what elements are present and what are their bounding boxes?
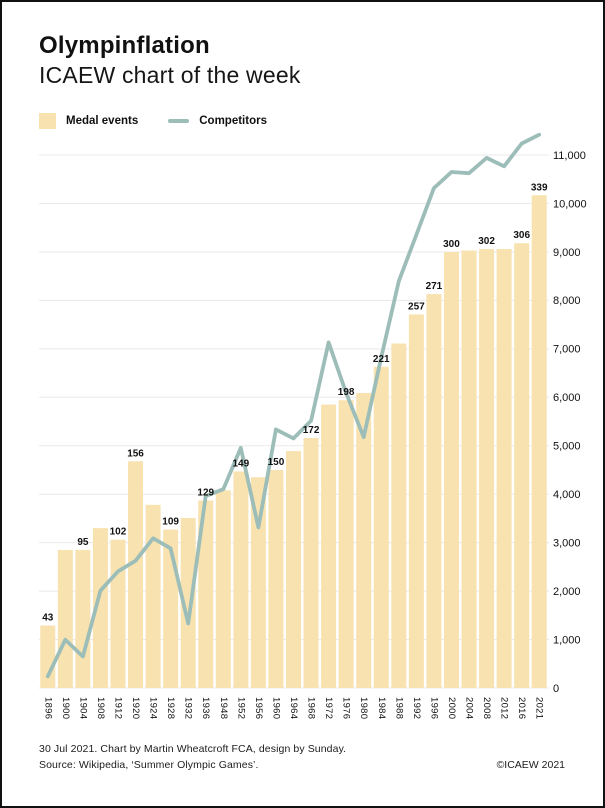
bar-label-2008: 302 — [478, 236, 495, 248]
bar-1912 — [110, 540, 125, 688]
bar-label-1928: 109 — [162, 516, 179, 528]
bar-1984 — [374, 367, 389, 688]
x-label-1936: 1936 — [200, 697, 212, 720]
x-label-2008: 2008 — [481, 697, 493, 720]
x-label-1908: 1908 — [94, 697, 106, 720]
bar-label-2021: 339 — [530, 182, 548, 194]
bar-1960 — [268, 470, 283, 688]
bar-1996 — [426, 294, 441, 688]
bar-label-1904: 95 — [77, 536, 89, 548]
bar-1924 — [146, 505, 161, 688]
x-label-1896: 1896 — [42, 697, 54, 720]
x-label-1920: 1920 — [130, 697, 142, 720]
x-label-1928: 1928 — [165, 697, 177, 720]
right-axis-tick-label: 10,000 — [553, 198, 587, 211]
bar-1896 — [40, 625, 55, 688]
right-axis-tick-label: 3,000 — [553, 537, 581, 550]
bar-2012 — [497, 249, 512, 688]
x-label-2012: 2012 — [498, 697, 510, 720]
footer-credit: 30 Jul 2021. Chart by Martin Wheatcroft FCA, design by Sunday. — [39, 743, 347, 755]
bar-1952 — [233, 471, 248, 688]
x-label-2021: 2021 — [533, 697, 545, 720]
x-label-1980: 1980 — [358, 697, 370, 720]
page-title: Olympinflation — [39, 32, 210, 59]
bar-1900 — [58, 550, 73, 688]
bar-label-1984: 221 — [372, 353, 390, 365]
x-label-2016: 2016 — [516, 697, 528, 720]
page-subtitle: ICAEW chart of the week — [39, 62, 301, 88]
x-label-2004: 2004 — [463, 697, 475, 720]
right-axis-tick-label: 8,000 — [553, 295, 581, 308]
bar-label-1996: 271 — [425, 281, 443, 293]
bar-2021 — [532, 195, 547, 688]
bar-label-1992: 257 — [408, 301, 425, 313]
x-label-1932: 1932 — [182, 697, 194, 720]
x-label-1952: 1952 — [235, 697, 247, 720]
right-axis-tick-label: 2,000 — [553, 585, 581, 598]
bar-label-1896: 43 — [42, 612, 54, 624]
right-axis-tick-label: 11,000 — [553, 149, 586, 162]
bar-label-1976: 198 — [337, 387, 355, 399]
right-axis-tick-label: 0 — [553, 682, 560, 695]
x-label-1960: 1960 — [270, 697, 282, 720]
x-label-1984: 1984 — [375, 697, 387, 720]
olympics-combo-chart — [2, 122, 605, 740]
bar-2000 — [444, 252, 459, 688]
x-axis-year-labels — [42, 697, 544, 719]
bar-1972 — [321, 405, 336, 688]
bar-label-2000: 300 — [443, 238, 460, 250]
bar-1904 — [75, 550, 90, 688]
x-label-1924: 1924 — [147, 697, 159, 720]
bar-1964 — [286, 451, 301, 688]
x-label-1988: 1988 — [393, 697, 405, 720]
bar-2016 — [514, 243, 529, 688]
bar-1976 — [339, 400, 354, 688]
right-axis-tick-label: 7,000 — [553, 343, 581, 356]
x-label-1900: 1900 — [59, 697, 71, 720]
x-label-1964: 1964 — [288, 697, 299, 720]
bar-label-1920: 156 — [127, 448, 144, 460]
x-label-2000: 2000 — [445, 697, 457, 720]
bar-1968 — [304, 438, 319, 688]
x-label-1976: 1976 — [340, 697, 352, 720]
right-axis-tick-label: 4,000 — [553, 489, 581, 501]
right-axis-tick-label: 1,000 — [553, 634, 581, 647]
footer-copyright: ©ICAEW 2021 — [496, 759, 565, 771]
bar-label-1952: 149 — [232, 458, 250, 470]
medal-events-bars — [40, 195, 546, 688]
x-label-1972: 1972 — [323, 697, 335, 720]
right-axis-tick-labels — [553, 150, 587, 695]
right-axis-tick-label: 9,000 — [553, 246, 581, 259]
bar-1920 — [128, 461, 143, 688]
x-label-1992: 1992 — [410, 697, 422, 720]
x-label-1968: 1968 — [305, 697, 317, 720]
bar-label-2016: 306 — [513, 230, 531, 242]
x-label-1956: 1956 — [252, 697, 264, 720]
legend-label-competitors: Competitors — [199, 115, 267, 127]
x-label-1948: 1948 — [217, 697, 229, 720]
right-axis-tick-label: 6,000 — [553, 392, 581, 405]
bar-label-1960: 150 — [267, 456, 285, 468]
bar-1948 — [216, 490, 231, 688]
x-label-1904: 1904 — [77, 697, 89, 720]
bar-1988 — [391, 344, 406, 688]
x-label-1912: 1912 — [112, 697, 124, 720]
bar-2004 — [462, 250, 477, 688]
right-axis-tick-label: 5,000 — [553, 440, 581, 453]
bar-label-1912: 102 — [109, 526, 127, 538]
bar-2008 — [479, 249, 494, 688]
footer-source: Source: Wikipedia, ‘Summer Olympic Games’. — [39, 759, 259, 771]
bar-label-1936: 129 — [197, 487, 215, 499]
legend-label-medal-events: Medal events — [66, 115, 139, 127]
chart-canvas — [2, 122, 605, 740]
bar-1992 — [409, 314, 424, 688]
x-label-1996: 1996 — [428, 697, 440, 720]
bar-label-1968: 172 — [302, 424, 320, 436]
